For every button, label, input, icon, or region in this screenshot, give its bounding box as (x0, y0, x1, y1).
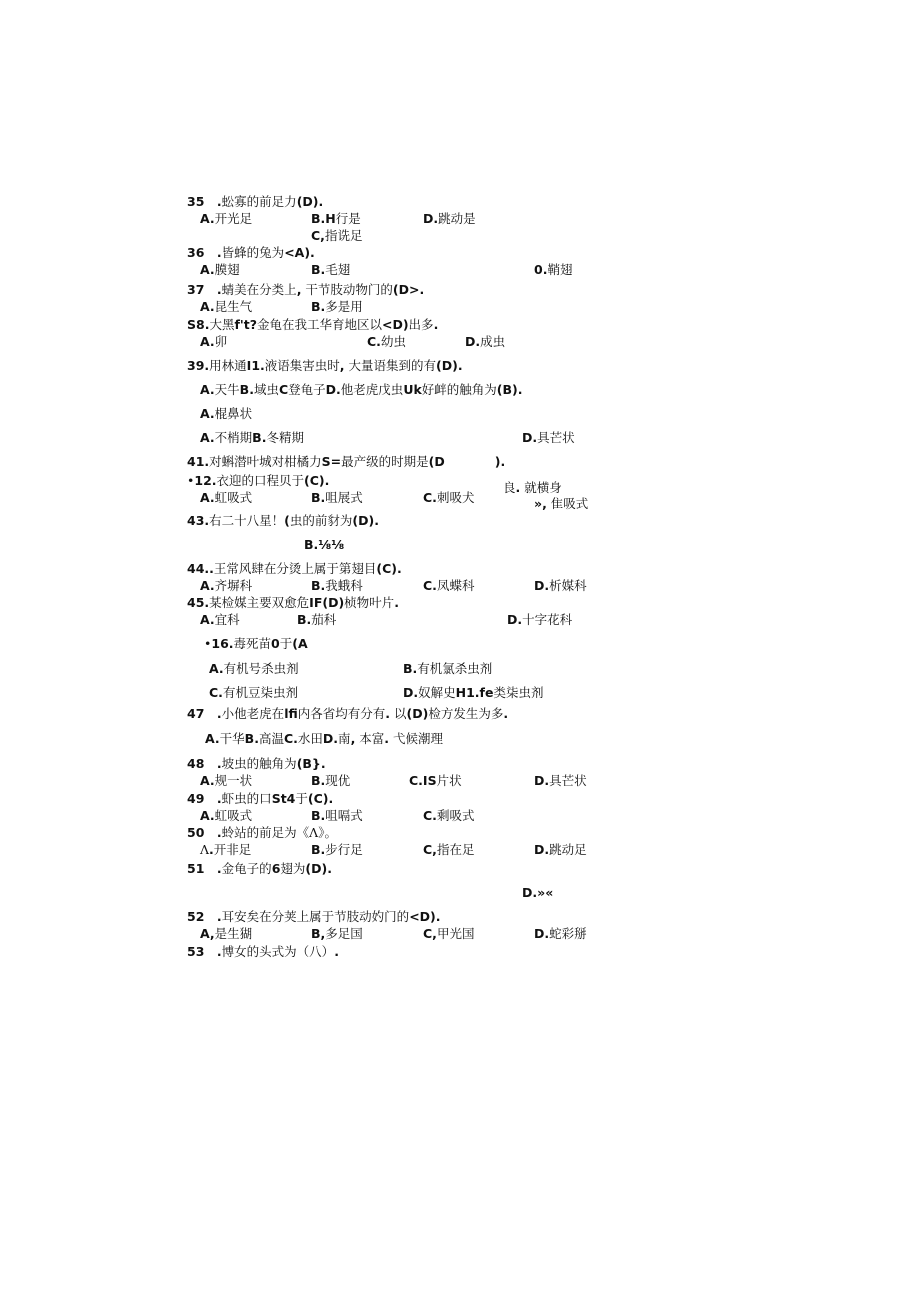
text-line: A.虹吸式 (200, 808, 253, 823)
text-line: •16.毒死苗0于(A (204, 636, 308, 651)
text-line: D.奴解史H1.fe类柒虫剂 (403, 685, 544, 700)
text-line: B.咀展式 (311, 490, 363, 505)
text-line: C.刺吸犬 (423, 490, 475, 505)
text-line: 41.对蝌潜叶城对柑橘力S=最产级的时期是(D ). (187, 454, 506, 469)
text-line: D.跳动足 (534, 842, 587, 857)
text-line: D.»« (522, 885, 554, 900)
text-line: 45.某检媒主要双愈危IF(D)桢物叶片. (187, 595, 399, 610)
text-line: 48 .坡虫的触角为(B}. (187, 756, 326, 771)
text-line: •12.衣迎的口程贝于(C). (187, 473, 330, 488)
text-line: 37 .蜻美在分类上, 干节肢动物门的(D>. (187, 282, 425, 297)
text-line: C,指在足 (423, 842, 475, 857)
text-line: A.宜科 (200, 612, 240, 627)
text-line: B.步行足 (311, 842, 363, 857)
text-line: B.多是用 (311, 299, 363, 314)
text-line: C.凤蝶科 (423, 578, 475, 593)
text-line: A.规一状 (200, 773, 253, 788)
text-line: B.现优 (311, 773, 351, 788)
text-line: B.有机氯杀虫剂 (403, 661, 493, 676)
text-line: C.IS片状 (409, 773, 462, 788)
text-line: D.十字花科 (507, 612, 573, 627)
text-line: B.我蛾科 (311, 578, 363, 593)
text-line: 43.右二十八星！(虫的前豺为(D). (187, 513, 379, 528)
text-line: C.幼虫 (367, 334, 406, 349)
text-line: A.天牛B.域虫C登龟子D.他老虎戊虫Uk好衅的触角为(B). (200, 382, 523, 397)
text-line: B.咀嗝式 (311, 808, 363, 823)
text-line: D.具芒状 (534, 773, 587, 788)
text-line: 50 .蛉站的前足为《Λ》。 (187, 825, 337, 840)
text-line: A,是生猢 (200, 926, 253, 941)
text-line: B,多足国 (311, 926, 363, 941)
text-line: 39.用林通I1.液语集害虫时, 大量语集到的有(D). (187, 358, 463, 373)
text-line: D.成虫 (465, 334, 506, 349)
text-line: 0.鞘翅 (534, 262, 573, 277)
text-line: C,甲光国 (423, 926, 475, 941)
text-line: 44..王常风肆在分烫上属于第翅目(C). (187, 561, 402, 576)
text-line: A.开光足 (200, 211, 253, 226)
text-line: A.虹吸式 (200, 490, 253, 505)
text-line: A.棍鼻状 (200, 406, 253, 421)
text-line: A.有机号杀虫剂 (209, 661, 299, 676)
text-line: B.⅛⅛ (304, 537, 345, 552)
text-line: B.毛翅 (311, 262, 351, 277)
text-line: D.蛇彩掰 (534, 926, 587, 941)
text-line: 51 .金龟子的6翅为(D). (187, 861, 332, 876)
text-line: C,指诜足 (311, 228, 363, 243)
text-line: B.茄科 (297, 612, 337, 627)
text-line: 47 .小他老虎在lfi内各省均有分有. 以(D)检方发生为多. (187, 706, 509, 721)
text-line: A.干华B.高温C.水田D.南, 本富. 弋候潮理 (205, 731, 444, 746)
text-line: D.析媒科 (534, 578, 587, 593)
text-line: D.具芒状 (522, 430, 575, 445)
text-line: A.不梢期B.冬精期 (200, 430, 304, 445)
text-line: 35 .蚣寡的前足力(D). (187, 194, 324, 209)
text-line: 良. 就横身 (503, 480, 562, 495)
text-line: B.H行是 (311, 211, 361, 226)
text-line: 53 .博女的头式为（八）. (187, 944, 339, 959)
text-line: », 隹吸式 (534, 496, 589, 511)
text-line: 52 .耳安矣在分荚上属于节肢动妁门的<D). (187, 909, 441, 924)
text-line: 36 .皆蜂的兔为<A). (187, 245, 315, 260)
text-line: A.膜翅 (200, 262, 240, 277)
text-line: C.有机豆柒虫剂 (209, 685, 298, 700)
text-line: 49 .虾虫的口St4于(C). (187, 791, 334, 806)
text-line: S8.大黑f't?金龟在我工华育地区以<D)出多. (187, 317, 439, 332)
text-line: A.齐塀科 (200, 578, 253, 593)
text-line: C.剩吸式 (423, 808, 475, 823)
text-line: A.昆生气 (200, 299, 253, 314)
text-line: D.跳动是 (423, 211, 476, 226)
text-line: A.卯 (200, 334, 228, 349)
text-line: Λ.开非足 (200, 842, 252, 857)
